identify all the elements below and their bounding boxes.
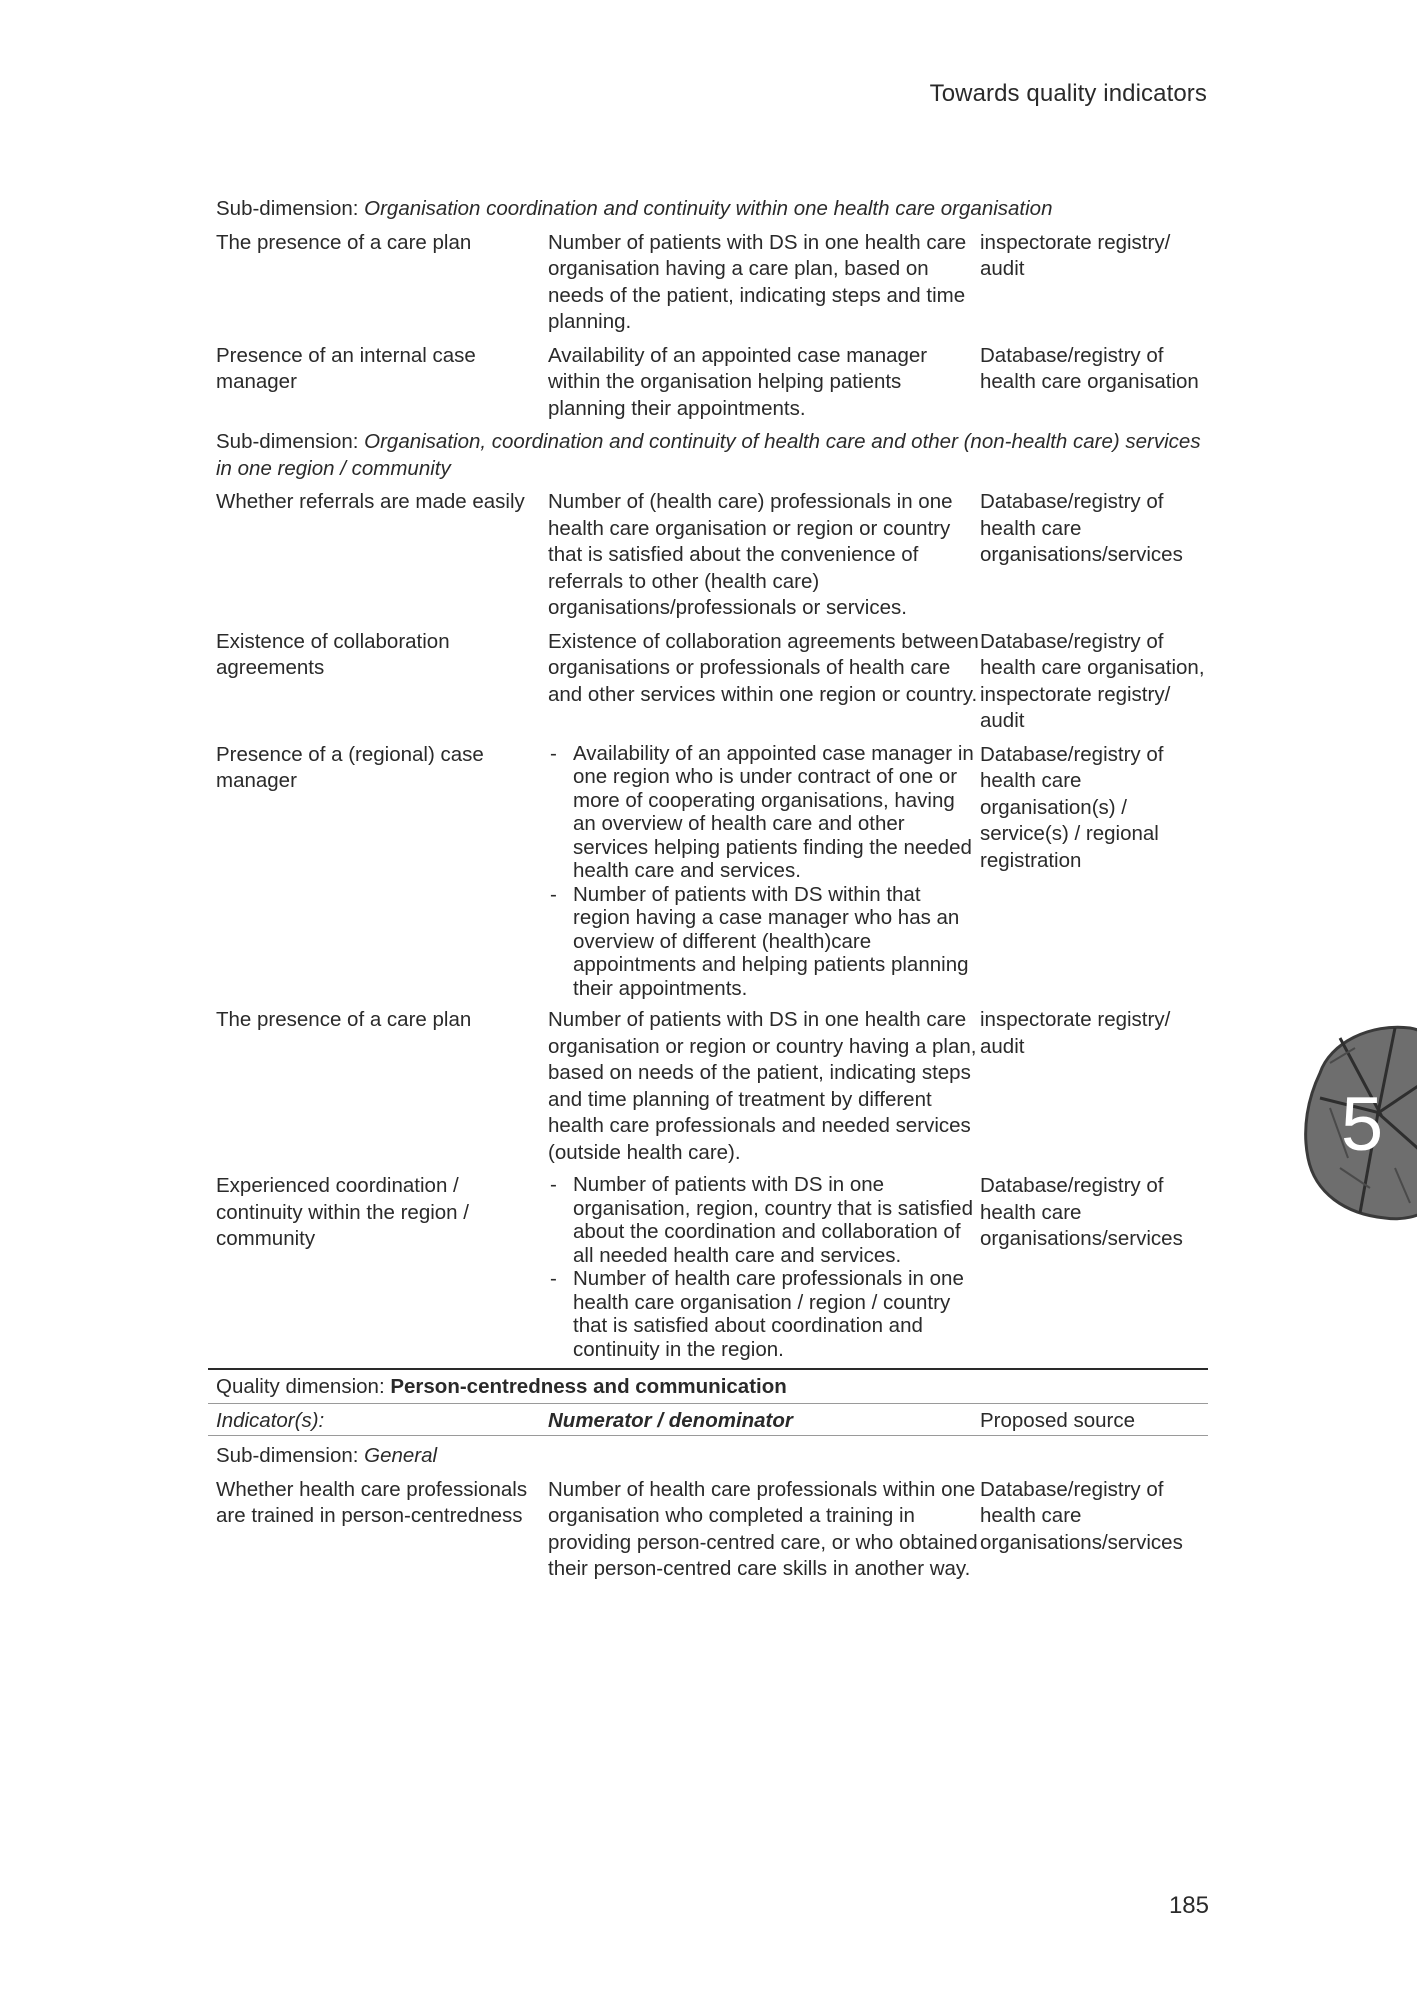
indicator-cell: Presence of an internal case manager: [216, 343, 476, 393]
indicator-cell: Experienced coordination / continuity within the region / community: [216, 1174, 469, 1250]
indicator-cell: The presence of a care plan: [216, 1008, 472, 1031]
source-cell: Database/registry of health care organisation: [980, 343, 1199, 393]
source-cell: inspectorate registry/ audit: [980, 1008, 1171, 1058]
numerator-cell: [548, 1173, 980, 1361]
table-row: [208, 489, 1208, 622]
list-item: - Number of patients with DS in one organisation, region, country that is satisfied about the coordination and collaboration of all needed health care and services.: [548, 1173, 980, 1267]
numerator-bullet-list: [548, 1173, 980, 1361]
subdimension-prefix: Sub-dimension:: [216, 1444, 365, 1467]
table-row: [208, 1007, 1208, 1166]
chapter-tab-badge-icon: [1300, 1018, 1417, 1223]
numerator-cell: Number of patients with DS in one health care organisation having a care plan, based on needs of the patient, indicating steps and time planning.: [548, 230, 967, 333]
numerator-cell: Number of (health care) professionals in one health care organisation or region or country that is satisfied about the convenience of referrals to other (health care) organisations/professionals or services.: [548, 490, 953, 619]
table-header-row: [208, 1404, 1208, 1437]
source-column-header: Proposed source: [980, 1408, 1135, 1432]
source-cell: Database/registry of health care organisations/services: [980, 490, 1183, 566]
table-row: [208, 629, 1208, 735]
source-cell: Database/registry of health care organisation, inspectorate registry/ audit: [980, 629, 1205, 732]
numerator-cell: Availability of an appointed case manager within the organisation helping patients planning their appointments.: [548, 343, 928, 420]
list-item: - Availability of an appointed case manager in one region who is under contract of one or more of cooperating organisations, having an overview of health care and other services helping patients finding the needed health care and services.: [548, 742, 980, 883]
list-item: - Number of health care professionals in one health care organisation / region / country that is satisfied about coordination and continuity in the region.: [548, 1267, 980, 1361]
quality-dimension-name: Person-centredness and communication: [390, 1375, 787, 1398]
table-row: [208, 230, 1208, 336]
indicator-cell: Presence of a (regional) case manager: [216, 742, 484, 792]
subdimension-name: Organisation coordination and continuity within one health care organisation: [364, 197, 1053, 220]
indicator-cell: Whether referrals are made easily: [216, 490, 525, 513]
chapter-tab: [1300, 1018, 1417, 1223]
numerator-bullet-list: [548, 742, 980, 1001]
numerator-cell: Existence of collaboration agreements between organisations or professionals of health care and other services within one region or country.: [548, 629, 979, 706]
indicator-cell: The presence of a care plan: [216, 230, 472, 254]
subdimension-prefix: Sub-dimension:: [216, 430, 365, 453]
indicator-cell: Whether health care professionals are trained in person-centredness: [216, 1477, 528, 1527]
list-item: - Number of patients with DS within that region having a case manager who has an overview of different (health)care appointments and helping patients planning their appointments.: [548, 883, 980, 1001]
indicator-cell: Existence of collaboration agreements: [216, 629, 450, 679]
table-row: [208, 343, 1208, 423]
subdimension-name: General: [364, 1444, 438, 1467]
numerator-cell: Number of health care professionals within one organisation who completed a training in providing person-centred care, or who obtained their person-centred care skills in another way.: [548, 1477, 978, 1580]
table-row: [208, 1477, 1208, 1583]
quality-dimension-heading: [208, 1368, 1208, 1404]
source-cell: inspectorate registry/ audit: [980, 230, 1171, 280]
running-header: Towards quality indicators: [929, 80, 1207, 107]
subdimension-heading: [208, 1443, 1208, 1470]
chapter-number: 5: [1340, 1082, 1384, 1167]
source-cell: Database/registry of health care organisation(s) / service(s) / regional registration: [980, 742, 1164, 872]
numerator-cell: Number of patients with DS in one health care organisation or region or country having a plan, based on needs of the patient, indicating steps and time planning of treatment by different health care professionals and needed services (outside health care).: [548, 1008, 977, 1164]
indicator-column-header: Indicator(s):: [216, 1408, 325, 1432]
quality-dimension-prefix: Quality dimension:: [216, 1375, 391, 1398]
indicator-table: [208, 196, 1208, 1590]
table-row: [208, 742, 1208, 1001]
subdimension-prefix: Sub-dimension:: [216, 197, 365, 220]
subdimension-name: Organisation, coordination and continuity of health care and other (non-health care) services in one region / community: [216, 430, 1201, 480]
source-cell: Database/registry of health care organisations/services: [980, 1477, 1183, 1554]
page-number: 185: [1168, 1892, 1209, 1919]
subdimension-heading: [208, 196, 1208, 223]
numerator-cell: [548, 742, 980, 1001]
subdimension-heading: [208, 429, 1208, 482]
table-row: [208, 1173, 1208, 1361]
numerator-column-header: Numerator / denominator: [548, 1408, 793, 1432]
source-cell: Database/registry of health care organisations/services: [980, 1174, 1183, 1250]
